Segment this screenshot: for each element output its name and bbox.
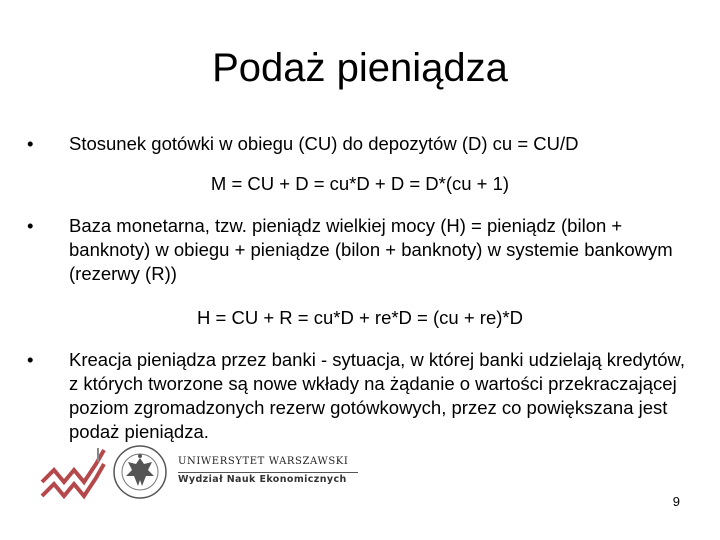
page-number: 9 bbox=[672, 494, 680, 509]
formula-monetary-base: H = CU + R = cu*D + re*D = (cu + re)*D bbox=[197, 307, 523, 328]
university-seal-icon bbox=[112, 444, 168, 500]
bullet-text: Stosunek gotówki w obiegu (CU) do depozytów (D) cu = CU/D bbox=[69, 133, 579, 154]
logo-divider bbox=[178, 472, 358, 473]
bullet-marker: • bbox=[27, 133, 34, 154]
slide-title: Podaż pieniądza bbox=[212, 46, 508, 90]
logo-faculty-name: Wydział Nauk Ekonomicznych bbox=[178, 474, 347, 485]
bullet-marker: • bbox=[27, 215, 34, 236]
bullet-text: Kreacja pieniądza przez banki - sytuacja, w której banki udzielają kredytów, z których tworzone są nowe wkłady na żądanie o wartości przekraczającej poziom zgromadzonych rezerw gotówkowych, przez co powiększana jest podaż pieniądza. bbox=[69, 349, 685, 442]
faculty-chart-logo-icon bbox=[40, 444, 110, 500]
formula-money-supply: M = CU + D = cu*D + D = D*(cu + 1) bbox=[210, 173, 510, 194]
bullet-text: Baza monetarna, tzw. pieniądz wielkiej mocy (H) = pieniądz (bilon + banknoty) w obiegu + pieniądze (bilon + banknoty) w systemie bankowym (rezerwy (R)) bbox=[69, 215, 673, 284]
university-logo bbox=[40, 444, 370, 500]
logo-university-name: UNIWERSYTET WARSZAWSKI bbox=[178, 456, 349, 467]
bullet-marker: • bbox=[27, 349, 34, 370]
